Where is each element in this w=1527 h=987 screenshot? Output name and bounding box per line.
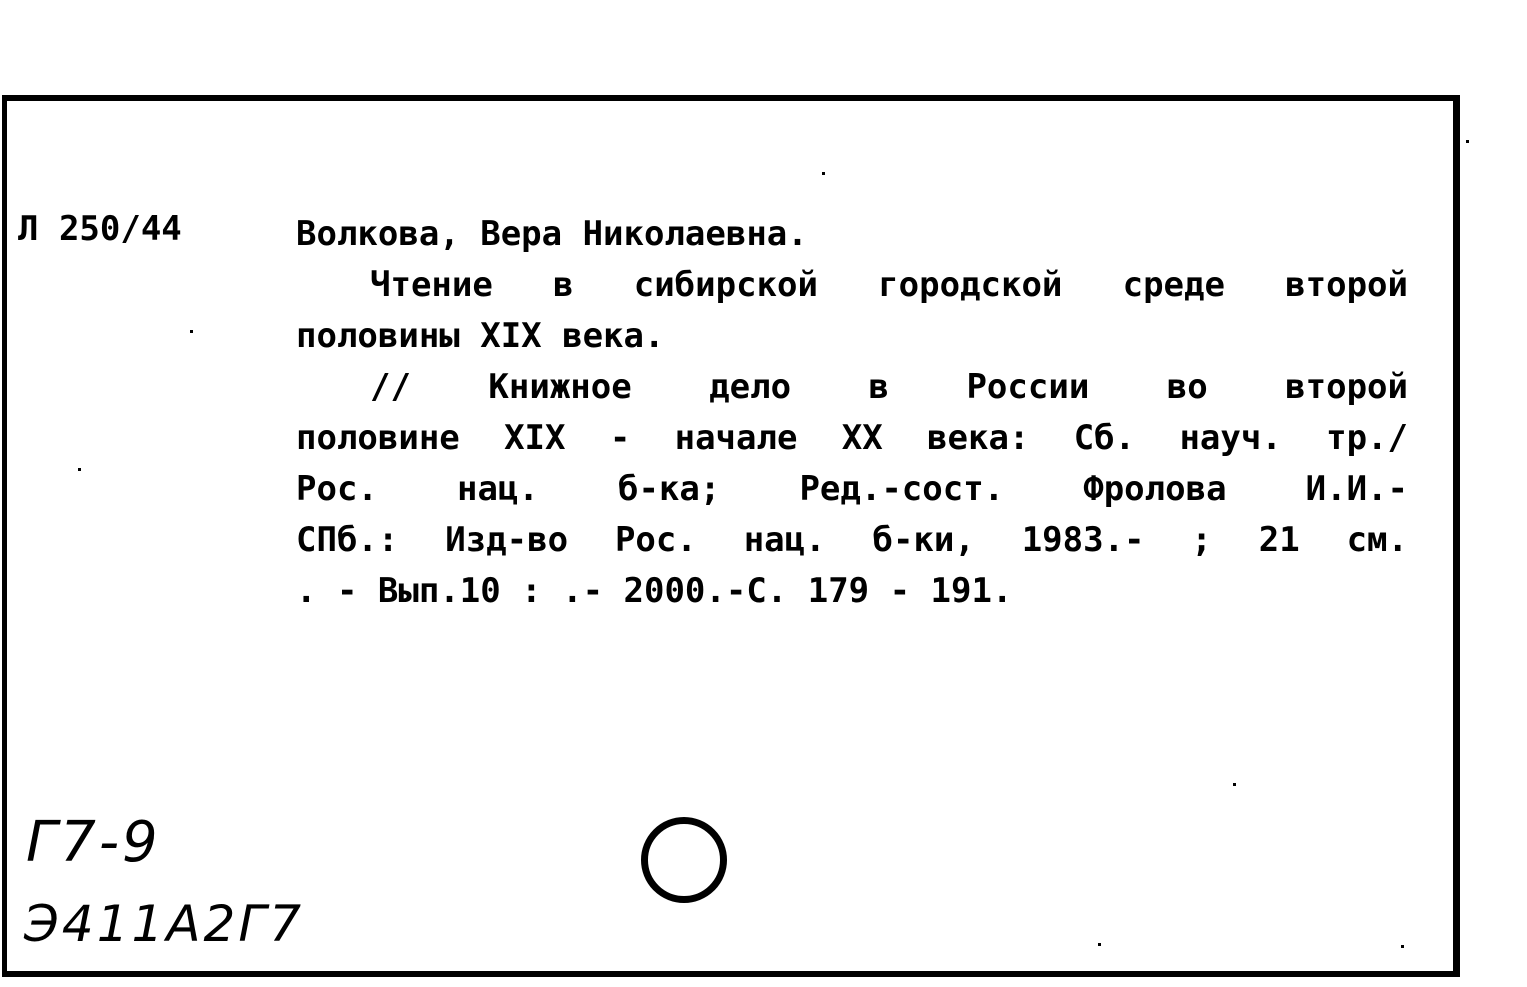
title-line-2: половины XIX века. xyxy=(296,316,665,356)
scan-speck xyxy=(822,172,825,175)
title-line-1: Чтение в сибирской городской среде второй xyxy=(370,265,1408,305)
punch-hole xyxy=(641,817,727,903)
source-line-2: половине XIX - начале XX века: Сб. науч. тр./ xyxy=(296,418,1408,458)
handwritten-inventory-code: Э411А2Г7 xyxy=(24,895,305,953)
scan-speck xyxy=(1233,783,1236,786)
scan-speck xyxy=(1466,140,1469,143)
bibliographic-entry xyxy=(296,209,1408,617)
scan-speck xyxy=(78,468,81,471)
source-line-1: // Книжное дело в России во второй xyxy=(370,367,1408,407)
scan-speck xyxy=(1401,945,1404,948)
source-line-4: СПб.: Изд-во Рос. нац. б-ки, 1983.- ; 21 см. xyxy=(296,520,1408,560)
handwritten-classification-code: Г7-9 xyxy=(26,810,161,875)
source-line-3: Рос. нац. б-ка; Ред.-сост. Фролова И.И.- xyxy=(296,469,1408,509)
scan-speck xyxy=(190,330,193,333)
shelfmark: Л 250/44 xyxy=(18,209,182,249)
author-heading: Волкова, Вера Николаевна. xyxy=(296,214,808,254)
source-line-5: . - Вып.10 : .- 2000.-С. 179 - 191. xyxy=(296,571,1013,611)
scan-speck xyxy=(1098,943,1101,946)
